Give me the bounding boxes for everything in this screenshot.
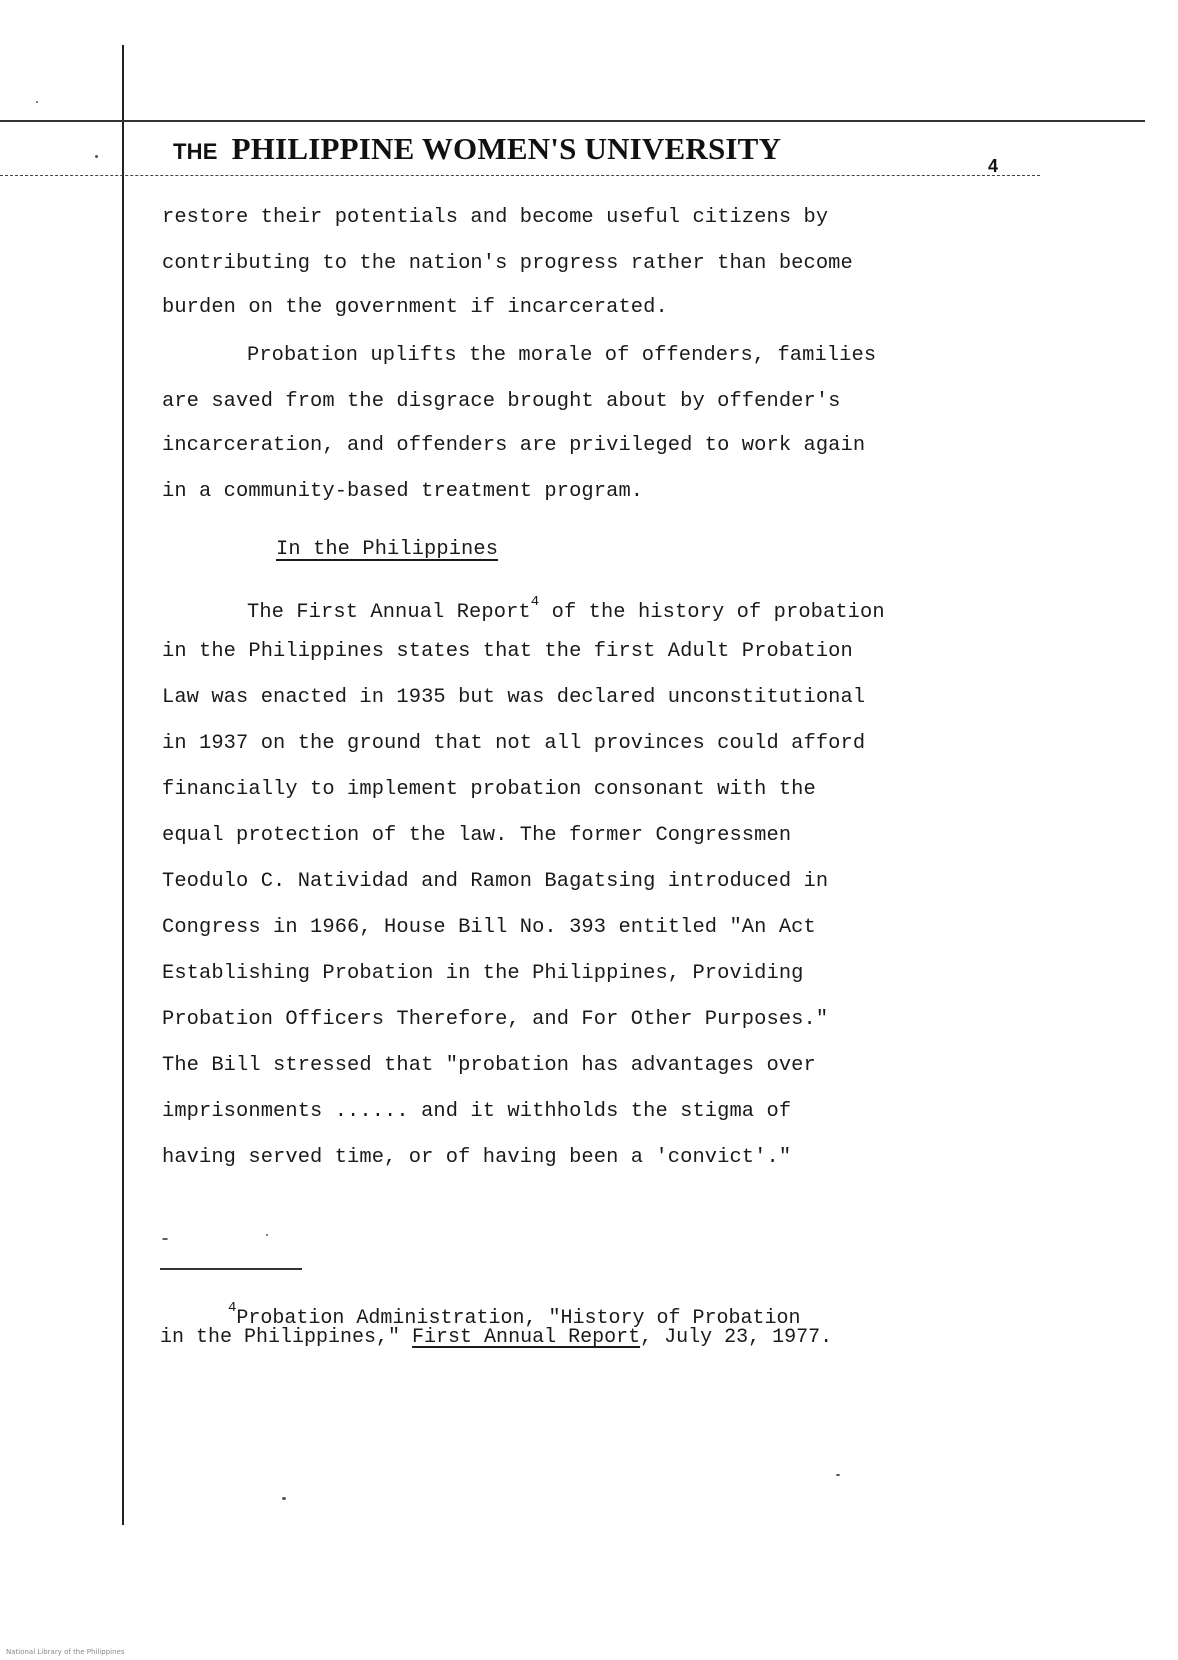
footnote-line: [160, 1326, 832, 1349]
letterhead-the: THE: [173, 139, 218, 164]
letterhead: [173, 131, 781, 167]
footnote-text: in the Philippines,": [160, 1326, 413, 1349]
section-heading: In the Philippines: [276, 538, 499, 561]
body-line: [247, 594, 885, 624]
scan-speck: [95, 155, 98, 158]
body-text: of the history of probation: [539, 601, 885, 624]
body-line: imprisonments ...... and it withholds the stigma of: [162, 1100, 792, 1123]
body-line: Congress in 1966, House Bill No. 393 entitled "An Act: [162, 916, 816, 939]
body-line: equal protection of the law. The former Congressmen: [162, 824, 792, 847]
footnote-text: , July 23, 1977.: [640, 1326, 833, 1349]
body-line: Probation uplifts the morale of offenders, families: [247, 344, 877, 367]
body-line: Teodulo C. Natividad and Ramon Bagatsing introduced in: [162, 870, 829, 893]
body-line: are saved from the disgrace brought about by offender's: [162, 390, 841, 413]
scan-stamp: National Library of the Philippines: [6, 1648, 125, 1656]
body-line: having served time, or of having been a 'convict'.": [162, 1146, 792, 1169]
body-line: Probation Officers Therefore, and For Other Purposes.": [162, 1008, 829, 1031]
footnote-rule: [160, 1268, 302, 1270]
footnote-text: Probation Administration, "History of Probation: [236, 1307, 801, 1330]
scan-speck: [36, 101, 38, 103]
body-line: in 1937 on the ground that not all provinces could afford: [162, 732, 866, 755]
footnote-title: First Annual Report: [412, 1326, 641, 1349]
body-text: The First Annual Report: [247, 601, 531, 624]
footnote-ref: 4: [530, 594, 540, 610]
body-line: in a community-based treatment program.: [162, 480, 644, 503]
body-line: burden on the government if incarcerated.: [162, 296, 668, 319]
scan-speck: [162, 1238, 168, 1240]
scan-speck: [266, 1234, 268, 1236]
header-rule-top: [0, 120, 1145, 122]
body-line: Establishing Probation in the Philippines, Providing: [162, 962, 804, 985]
page-number: 4: [988, 156, 999, 176]
body-line: incarceration, and offenders are privileged to work again: [162, 434, 866, 457]
scan-speck: [836, 1474, 840, 1476]
body-line: financially to implement probation consonant with the: [162, 778, 816, 801]
body-line: contributing to the nation's progress rather than become: [162, 252, 853, 275]
body-line: restore their potentials and become useful citizens by: [162, 206, 829, 229]
header-rule-bottom: [0, 175, 1040, 176]
body-line: Law was enacted in 1935 but was declared unconstitutional: [162, 686, 866, 709]
margin-line: [122, 45, 124, 1525]
body-line: in the Philippines states that the first Adult Probation: [162, 640, 853, 663]
letterhead-title: PHILIPPINE WOMEN'S UNIVERSITY: [231, 131, 782, 166]
body-line: The Bill stressed that "probation has advantages over: [162, 1054, 816, 1077]
scan-speck: [282, 1497, 286, 1500]
footnote-marker: 4: [228, 1300, 237, 1316]
